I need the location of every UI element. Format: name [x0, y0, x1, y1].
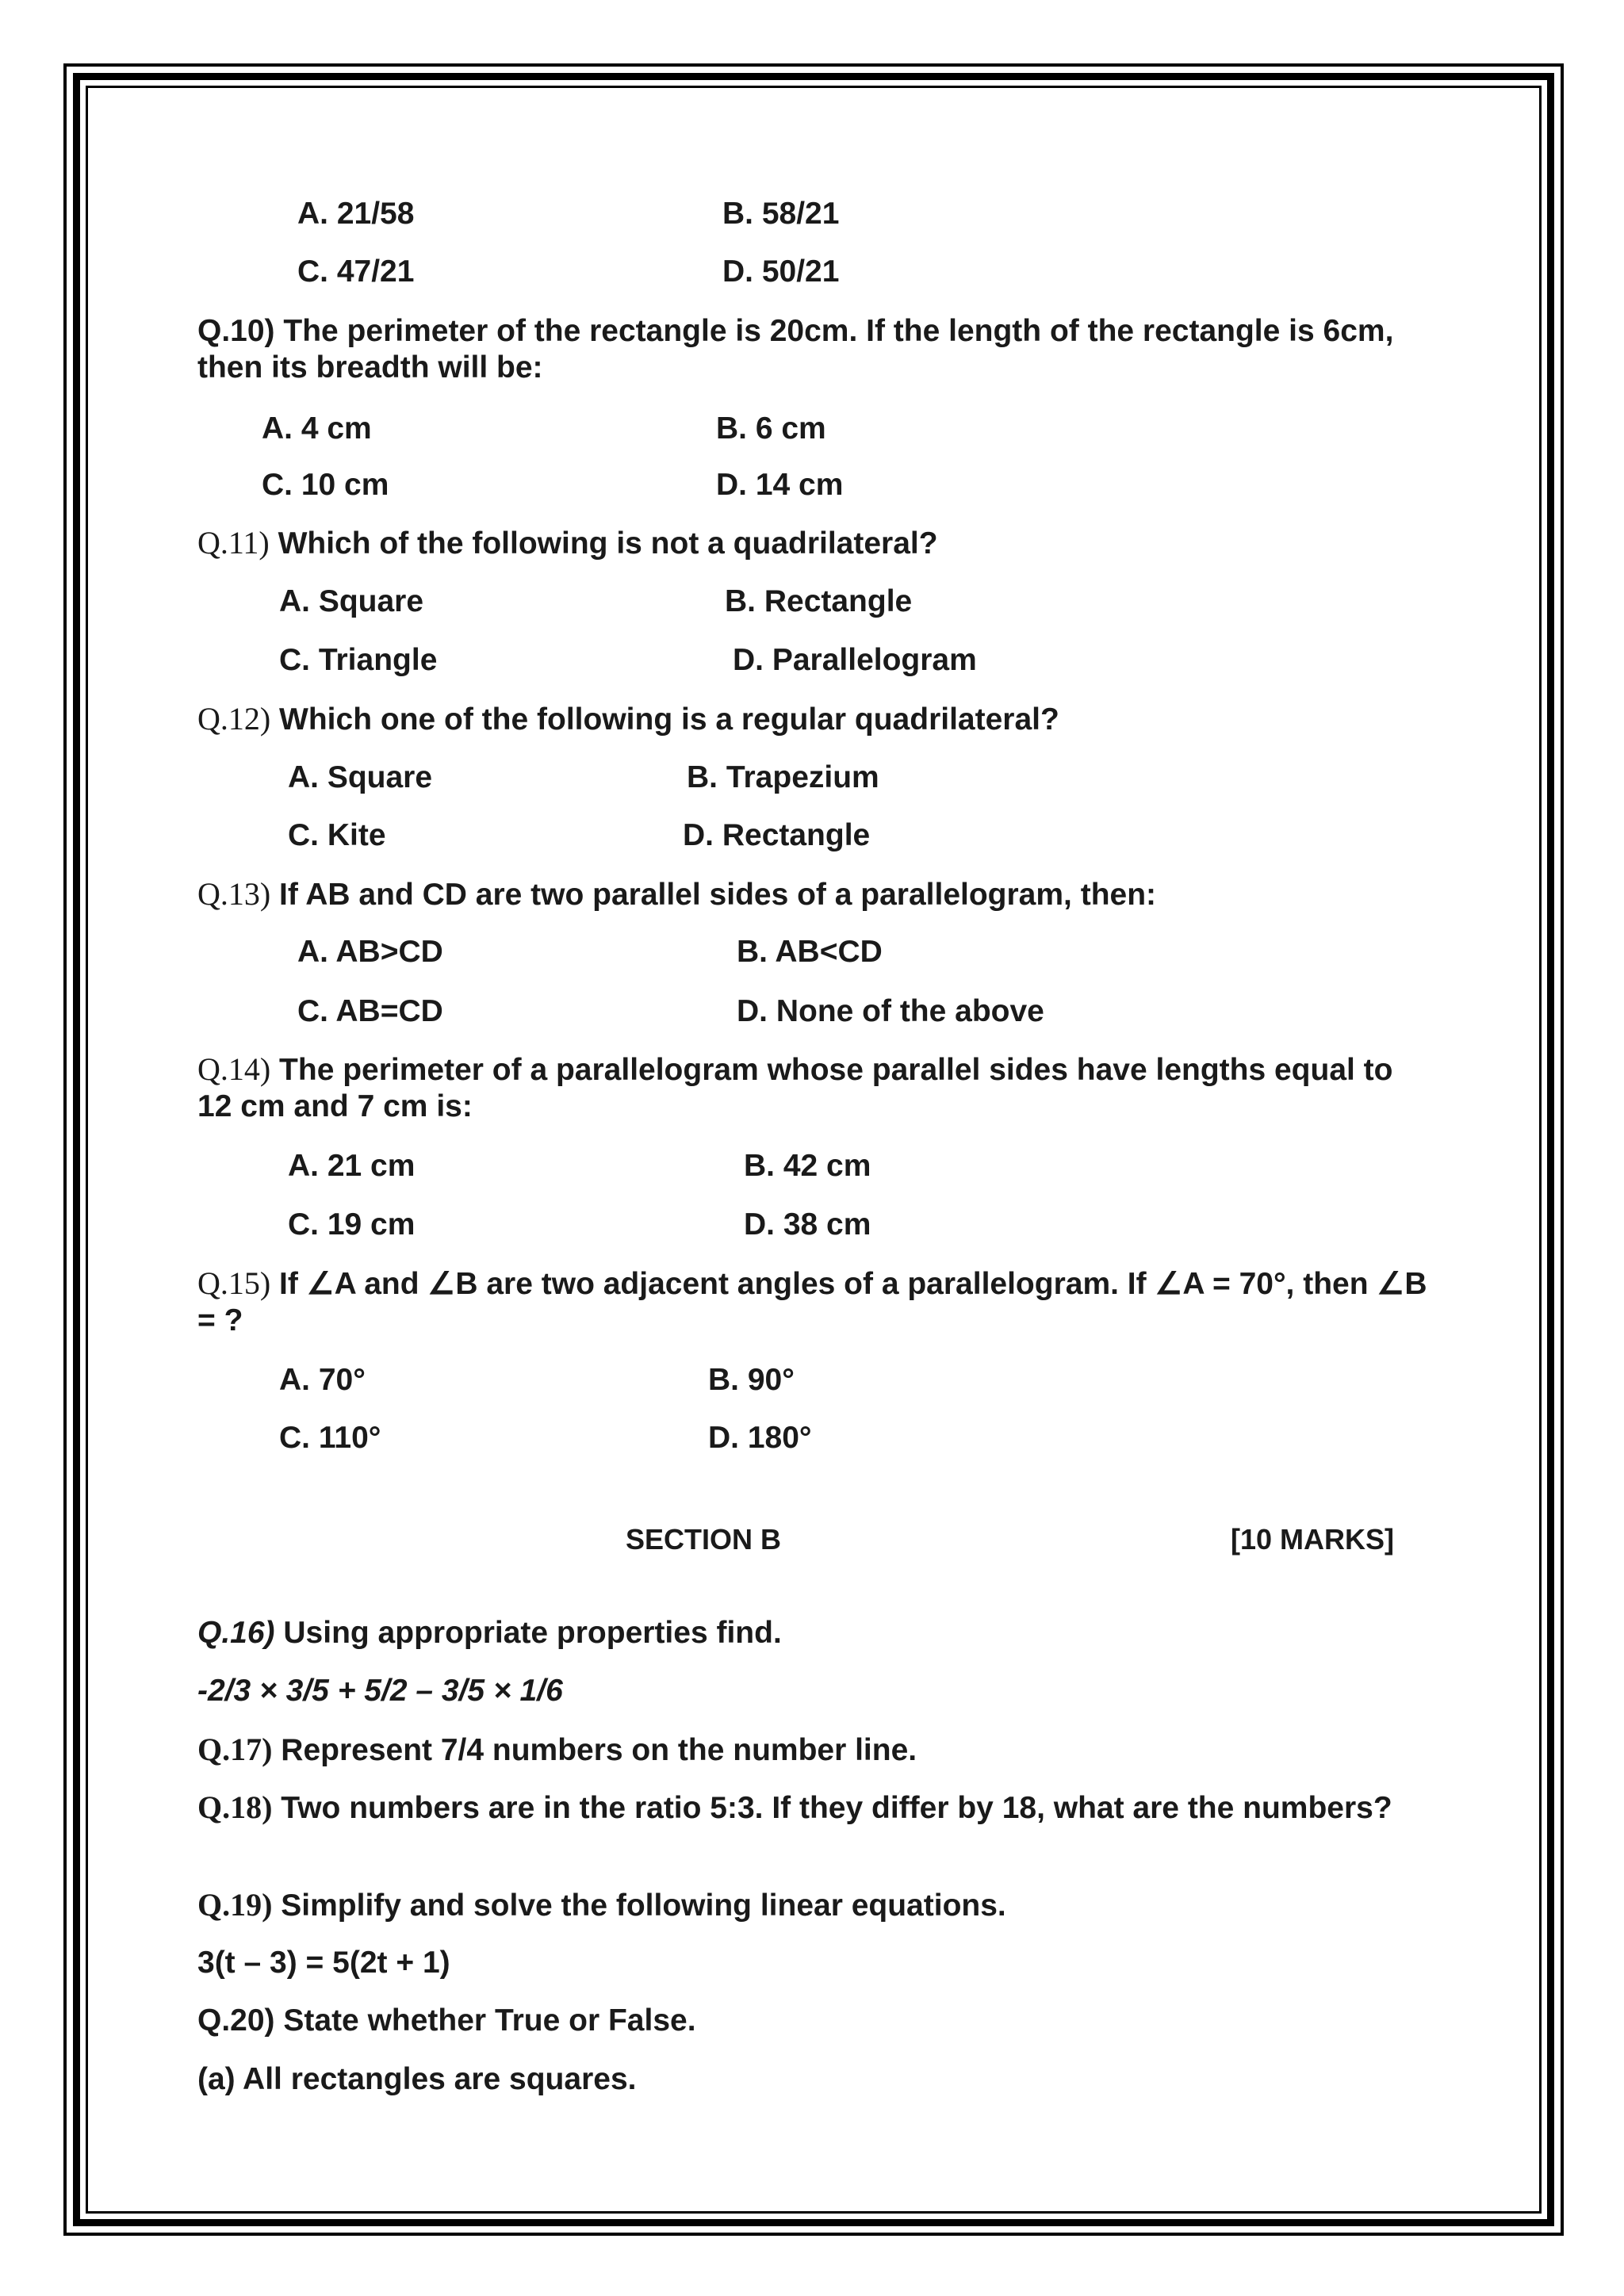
- question-number: Q.20): [197, 2003, 275, 2038]
- q11-option-d: D. Parallelogram: [733, 643, 977, 677]
- q9-option-a: A. 21/58: [297, 197, 415, 231]
- q14-option-d: D. 38 cm: [744, 1207, 871, 1242]
- question-number: Q.14): [197, 1051, 271, 1087]
- section-marks: [10 MARKS]: [1231, 1523, 1395, 1556]
- question-text: State whether True or False.: [274, 2003, 696, 2038]
- q10-option-a: A. 4 cm: [262, 411, 372, 446]
- question-text: The perimeter of a parallelogram whose parallel sides have lengths equal to 12 cm and 7 cm is:: [197, 1053, 1393, 1123]
- question-number: Q.18): [197, 1789, 273, 1825]
- question-18: [197, 1789, 1434, 1827]
- question-text: Represent 7/4 numbers on the number line.: [272, 1733, 917, 1767]
- q9-option-c: C. 47/21: [297, 254, 415, 289]
- q12-option-b: B. Trapezium: [687, 760, 879, 794]
- question-17: [197, 1732, 917, 1769]
- question-number: Q.17): [197, 1732, 273, 1767]
- question-text: Simplify and solve the following linear equations.: [272, 1888, 1006, 1923]
- question-text: Which one of the following is a regular quadrilateral?: [270, 702, 1059, 737]
- question-number: Q.19): [197, 1887, 273, 1923]
- question-14: [197, 1051, 1434, 1125]
- q12-option-c: C. Kite: [288, 818, 386, 852]
- q13-option-a: A. AB>CD: [297, 935, 443, 969]
- q13-option-c: C. AB=CD: [297, 994, 443, 1028]
- question-number: Q.15): [197, 1265, 271, 1301]
- q11-option-c: C. Triangle: [279, 643, 438, 677]
- question-text: Which of the following is not a quadrilateral?: [269, 526, 938, 561]
- q13-option-b: B. AB<CD: [737, 935, 883, 969]
- question-20: [197, 2003, 696, 2039]
- q10-option-d: D. 14 cm: [716, 468, 844, 502]
- question-number: Q.16): [197, 1616, 275, 1650]
- question-11: [197, 525, 938, 562]
- section-title: SECTION B: [626, 1523, 782, 1556]
- question-number: Q.13): [197, 876, 271, 912]
- question-12: [197, 701, 1059, 738]
- q20-part-a: (a) All rectangles are squares.: [197, 2062, 637, 2096]
- q10-option-b: B. 6 cm: [716, 411, 826, 446]
- question-number: Q.11): [197, 525, 270, 561]
- q9-option-d: D. 50/21: [722, 254, 840, 289]
- question-text: Using appropriate properties find.: [274, 1616, 782, 1650]
- q15-option-d: D. 180°: [708, 1421, 812, 1455]
- q12-option-a: A. Square: [288, 760, 433, 794]
- question-text: If AB and CD are two parallel sides of a parallelogram, then:: [270, 878, 1157, 912]
- q14-option-a: A. 21 cm: [288, 1149, 416, 1183]
- q15-option-a: A. 70°: [279, 1363, 366, 1397]
- question-text: The perimeter of the rectangle is 20cm. If the length of the rectangle is 6cm, then its breadth will be:: [197, 314, 1394, 385]
- question-15: [197, 1265, 1434, 1339]
- question-16: [197, 1615, 782, 1651]
- q16-expression: -2/3 × 3/5 + 5/2 – 3/5 × 1/6: [197, 1674, 563, 1708]
- question-19: [197, 1887, 1006, 1924]
- q10-option-c: C. 10 cm: [262, 468, 389, 502]
- q12-option-d: D. Rectangle: [683, 818, 871, 852]
- q13-option-d: D. None of the above: [737, 994, 1044, 1028]
- question-number: Q.12): [197, 701, 271, 737]
- question-number: Q.10): [197, 314, 275, 348]
- question-text: If ∠A and ∠B are two adjacent angles of a parallelogram. If ∠A = 70°, then ∠B = ?: [197, 1267, 1427, 1337]
- q19-expression: 3(t – 3) = 5(2t + 1): [197, 1946, 450, 1980]
- q14-option-c: C. 19 cm: [288, 1207, 416, 1242]
- q15-option-b: B. 90°: [708, 1363, 795, 1397]
- question-13: [197, 876, 1156, 913]
- q14-option-b: B. 42 cm: [744, 1149, 871, 1183]
- question-text: Two numbers are in the ratio 5:3. If they differ by 18, what are the numbers?: [272, 1791, 1392, 1825]
- q11-option-a: A. Square: [279, 584, 424, 618]
- q11-option-b: B. Rectangle: [725, 584, 913, 618]
- question-10: [197, 313, 1434, 386]
- q15-option-c: C. 110°: [279, 1421, 381, 1455]
- q9-option-b: B. 58/21: [722, 197, 840, 231]
